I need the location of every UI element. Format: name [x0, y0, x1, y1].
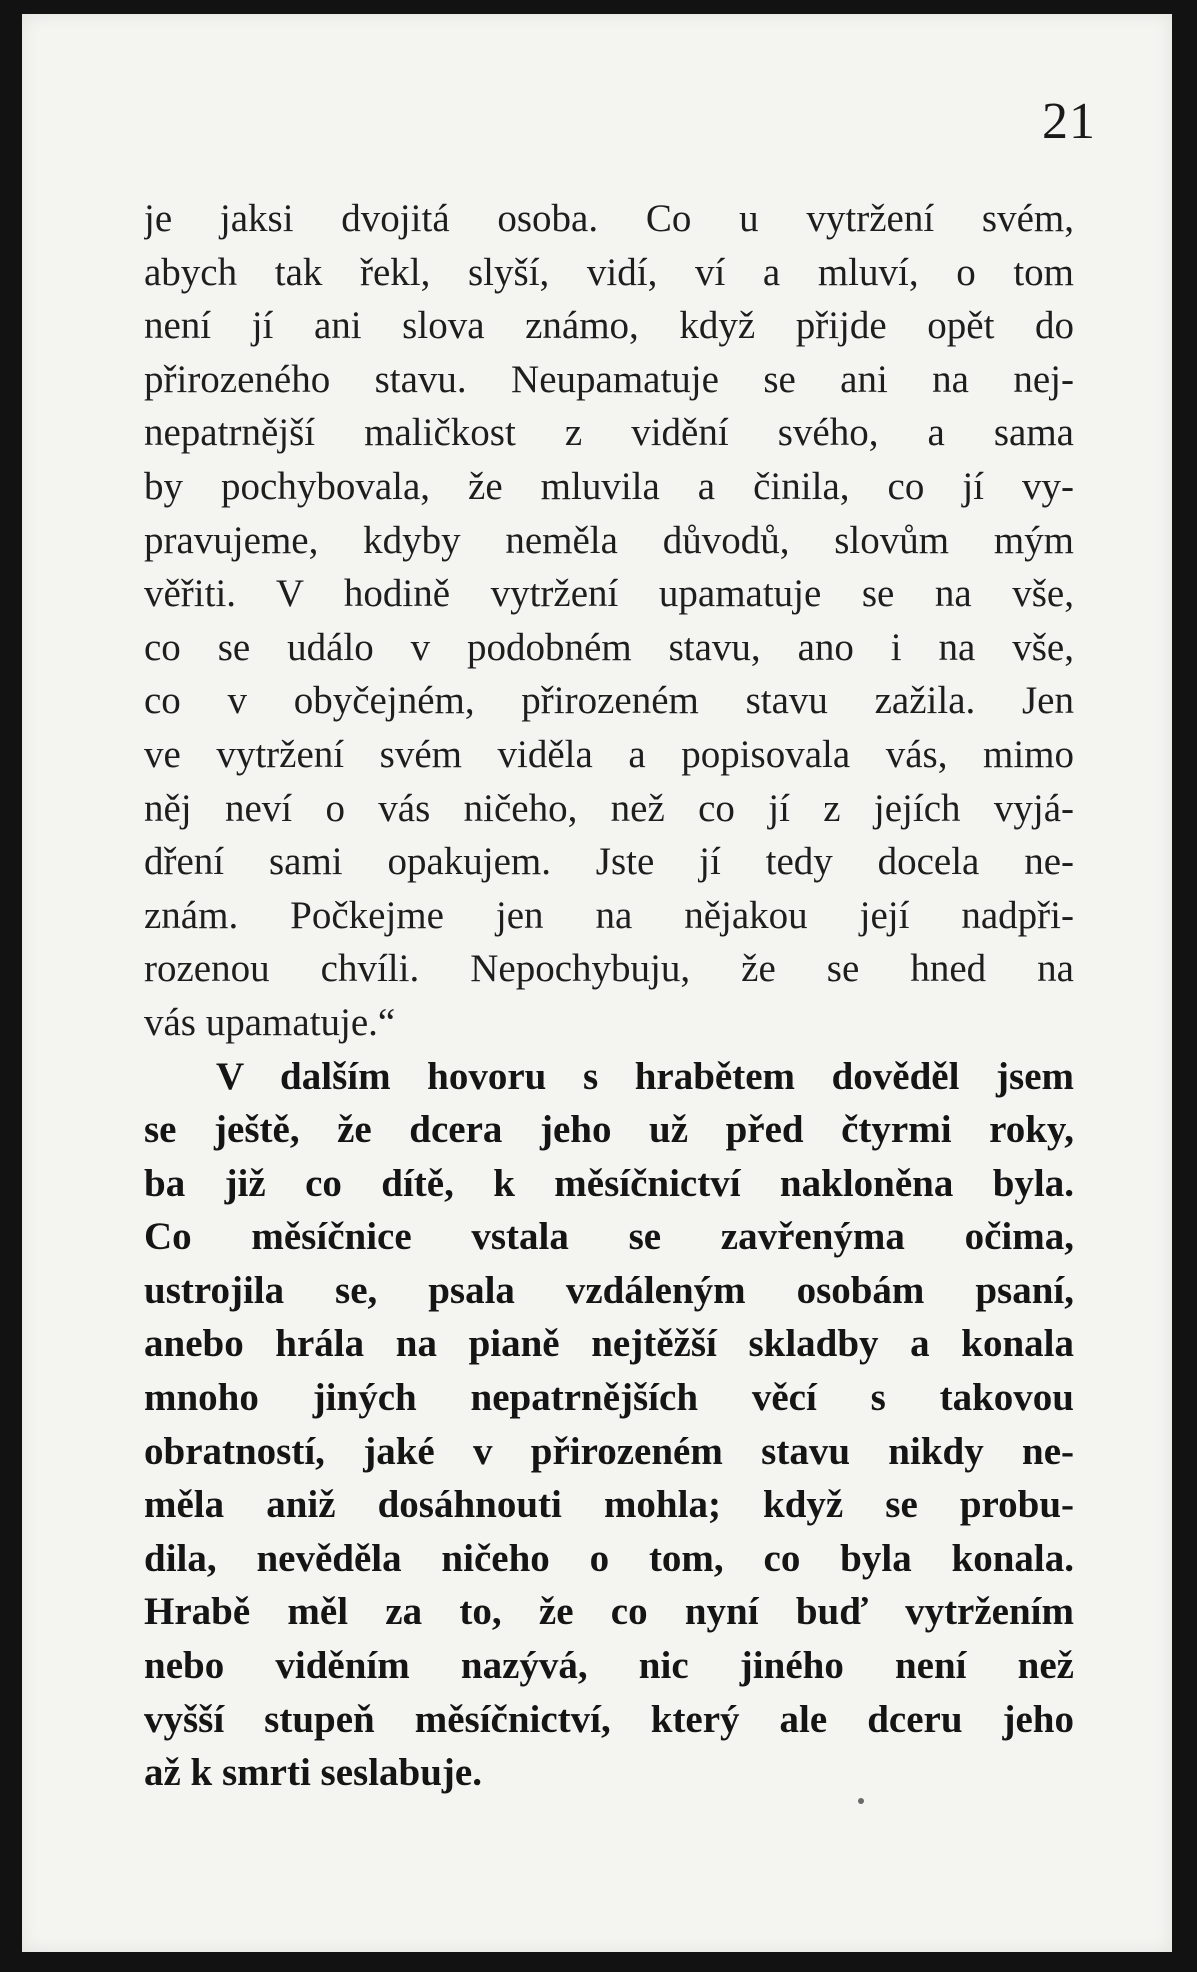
- text-line: co v obyčejném, přirozeném stavu zažila. Jen: [144, 679, 1074, 723]
- text-line: znám. Počkejme jen na nějakou její nadpři-: [144, 893, 1074, 937]
- text-line: anebo hrála na pianě nejtěžší skladby a konala: [144, 1322, 1074, 1366]
- text-line: dření sami opakujem. Jste jí tedy docela ne-: [144, 840, 1074, 884]
- text-line: věřiti. V hodině vytržení upamatuje se na vše,: [144, 572, 1074, 616]
- text-line: něj neví o vás ničeho, než co jí z jejích vyjá-: [144, 786, 1074, 830]
- text-line: co se událo v podobném stavu, ano i na vše,: [144, 625, 1074, 669]
- text-line: Co měsíčnice vstala se zavřenýma očima,: [144, 1215, 1074, 1259]
- text-line: přirozeného stavu. Neupamatuje se ani na nej-: [144, 357, 1074, 401]
- text-line: abych tak řekl, slyší, vidí, ví a mluví, o tom: [144, 250, 1074, 294]
- text-line: Hrabě měl za to, že co nyní buď vytržením: [144, 1590, 1074, 1634]
- text-line: není jí ani slova známo, když přijde opět do: [144, 304, 1074, 348]
- book-page: [22, 14, 1172, 1952]
- text-line: nebo viděním nazývá, nic jiného není než: [144, 1644, 1074, 1688]
- text-line: rozenou chvíli. Nepochybuju, že se hned na: [144, 947, 1074, 991]
- text-line: V dalším hovoru s hrabětem dověděl jsem: [216, 1054, 1074, 1098]
- text-line: ustrojila se, psala vzdáleným osobám psaní,: [144, 1268, 1074, 1312]
- text-line: ve vytržení svém viděla a popisovala vás, mimo: [144, 732, 1074, 776]
- text-line: až k smrti seslabuje.: [144, 1751, 482, 1795]
- text-line: by pochybovala, že mluvila a činila, co jí vy-: [144, 464, 1074, 508]
- text-line: vás upamatuje.“: [144, 1000, 396, 1044]
- text-line: nepatrnější maličkost z vidění svého, a sama: [144, 411, 1074, 455]
- text-line: se ještě, že dcera jeho už před čtyrmi roky,: [144, 1108, 1074, 1152]
- text-line: vyšší stupeň měsíčnictví, který ale dceru jeho: [144, 1697, 1074, 1741]
- text-line: je jaksi dvojitá osoba. Co u vytržení svém,: [144, 197, 1074, 240]
- text-line: měla aniž dosáhnouti mohla; když se probu-: [144, 1483, 1074, 1527]
- text-line: dila, nevěděla ničeho o tom, co byla konala.: [144, 1536, 1074, 1580]
- text-line: obratností, jaké v přirozeném stavu nikdy ne-: [144, 1429, 1074, 1473]
- scan-speck: [858, 1798, 864, 1804]
- text-line: mnoho jiných nepatrnějších věcí s takovou: [144, 1376, 1074, 1420]
- paragraph-2: [144, 1050, 1074, 1800]
- text-line: ba již co dítě, k měsíčnictví nakloněna byla.: [144, 1161, 1074, 1205]
- page-text: [144, 192, 1074, 1800]
- page-number: 21: [1042, 93, 1096, 150]
- paragraph-1: [144, 192, 1074, 1050]
- text-line: pravujeme, kdyby neměla důvodů, slovům mým: [144, 518, 1074, 562]
